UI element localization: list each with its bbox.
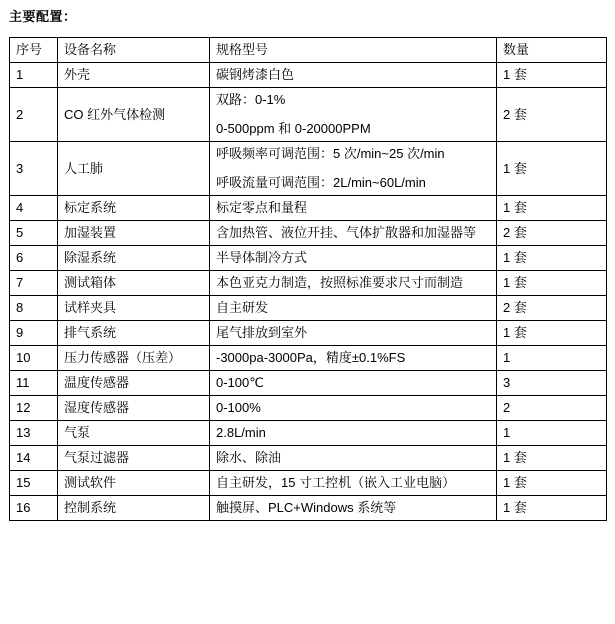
table-row (10, 271, 607, 296)
specification-line: 触摸屏、PLC+Windows 系统等 (216, 500, 397, 515)
cell-specification (210, 196, 497, 221)
specification-line: 呼吸流量可调范围：2L/min~60L/min (216, 175, 426, 190)
cell-no: 16 (10, 496, 58, 521)
table-body (10, 38, 607, 521)
specification-line: 本色亚克力制造，按照标准要求尺寸而制造 (216, 275, 464, 290)
table-row (10, 346, 607, 371)
cell-no: 9 (10, 321, 58, 346)
cell-no: 2 (10, 88, 58, 142)
cell-no: 7 (10, 271, 58, 296)
cell-device-name: CO 红外气体检测 (58, 88, 210, 142)
cell-device-name: 气泵过滤器 (58, 446, 210, 471)
cell-quantity: 1 套 (497, 321, 607, 346)
table-row (10, 371, 607, 396)
cell-device-name: 气泵 (58, 421, 210, 446)
cell-quantity: 3 (497, 371, 607, 396)
cell-no: 4 (10, 196, 58, 221)
table-row (10, 221, 607, 246)
specification-line: 自主研发，15 寸工控机（嵌入工业电脑） (216, 475, 456, 490)
cell-no: 5 (10, 221, 58, 246)
cell-quantity: 1 套 (497, 496, 607, 521)
cell-quantity: 1 套 (497, 142, 607, 196)
cell-no: 3 (10, 142, 58, 196)
cell-quantity: 2 套 (497, 88, 607, 142)
cell-device-name: 标定系统 (58, 196, 210, 221)
cell-device-name: 人工肺 (58, 142, 210, 196)
document-page (0, 9, 615, 624)
specification-line: 半导体制冷方式 (216, 250, 308, 265)
table-row (10, 471, 607, 496)
cell-specification (210, 496, 497, 521)
table-row (10, 88, 607, 142)
cell-device-name: 除湿系统 (58, 246, 210, 271)
table-row (10, 396, 607, 421)
specification-line: 0-100% (216, 400, 261, 415)
column-header-name: 设备名称 (58, 38, 210, 63)
cell-specification (210, 321, 497, 346)
cell-specification (210, 471, 497, 496)
cell-device-name: 试样夹具 (58, 296, 210, 321)
specification-line: 碳钢烤漆白色 (216, 67, 295, 82)
cell-device-name: 加湿装置 (58, 221, 210, 246)
cell-quantity: 1 套 (497, 246, 607, 271)
cell-no: 11 (10, 371, 58, 396)
specification-line: 含加热管、液位开挂、气体扩散器和加湿器等 (216, 225, 477, 240)
cell-no: 8 (10, 296, 58, 321)
cell-specification (210, 396, 497, 421)
cell-specification (210, 246, 497, 271)
table-row (10, 142, 607, 196)
table-row (10, 496, 607, 521)
table-row (10, 296, 607, 321)
cell-device-name: 湿度传感器 (58, 396, 210, 421)
cell-specification (210, 88, 497, 142)
page-title: 主要配置： (9, 9, 77, 24)
cell-specification (210, 142, 497, 196)
cell-specification (210, 296, 497, 321)
specification-line: 0-100℃ (216, 375, 264, 390)
table-row (10, 446, 607, 471)
table-row (10, 321, 607, 346)
table-row (10, 63, 607, 88)
cell-quantity: 1 套 (497, 63, 607, 88)
cell-device-name: 测试箱体 (58, 271, 210, 296)
table-header-row (10, 38, 607, 63)
cell-device-name: 压力传感器（压差） (58, 346, 210, 371)
table-row (10, 421, 607, 446)
cell-no: 13 (10, 421, 58, 446)
specification-line: 标定零点和量程 (216, 200, 308, 215)
cell-quantity: 2 (497, 396, 607, 421)
cell-quantity: 1 套 (497, 196, 607, 221)
cell-no: 10 (10, 346, 58, 371)
cell-specification (210, 421, 497, 446)
cell-quantity: 1 (497, 346, 607, 371)
specification-line: -3000pa-3000Pa，精度±0.1%FS (216, 350, 406, 365)
cell-quantity: 1 套 (497, 446, 607, 471)
cell-quantity: 1 套 (497, 471, 607, 496)
cell-specification (210, 346, 497, 371)
cell-no: 6 (10, 246, 58, 271)
cell-specification (210, 271, 497, 296)
cell-no: 12 (10, 396, 58, 421)
cell-device-name: 温度传感器 (58, 371, 210, 396)
cell-specification (210, 221, 497, 246)
cell-specification (210, 446, 497, 471)
cell-quantity: 2 套 (497, 221, 607, 246)
cell-device-name: 测试软件 (58, 471, 210, 496)
cell-specification (210, 371, 497, 396)
specification-table (9, 37, 607, 521)
cell-quantity: 1 (497, 421, 607, 446)
cell-device-name: 排气系统 (58, 321, 210, 346)
specification-line: 2.8L/min (216, 425, 266, 440)
table-row (10, 246, 607, 271)
cell-no: 1 (10, 63, 58, 88)
cell-quantity: 1 套 (497, 271, 607, 296)
cell-device-name: 控制系统 (58, 496, 210, 521)
column-header-spec: 规格型号 (210, 38, 497, 63)
cell-quantity: 2 套 (497, 296, 607, 321)
specification-line: 0-500ppm 和 0-20000PPM (216, 121, 371, 136)
specification-line: 自主研发 (216, 300, 269, 315)
specification-line: 呼吸频率可调范围：5 次/min~25 次/min (216, 146, 445, 161)
specification-line: 尾气排放到室外 (216, 325, 308, 340)
table-row (10, 196, 607, 221)
specification-line: 除水、除油 (216, 450, 282, 465)
cell-no: 14 (10, 446, 58, 471)
cell-specification (210, 63, 497, 88)
column-header-qty: 数量 (497, 38, 607, 63)
specification-line: 双路：0-1% (216, 92, 286, 107)
cell-no: 15 (10, 471, 58, 496)
cell-device-name: 外壳 (58, 63, 210, 88)
column-header-no: 序号 (10, 38, 58, 63)
